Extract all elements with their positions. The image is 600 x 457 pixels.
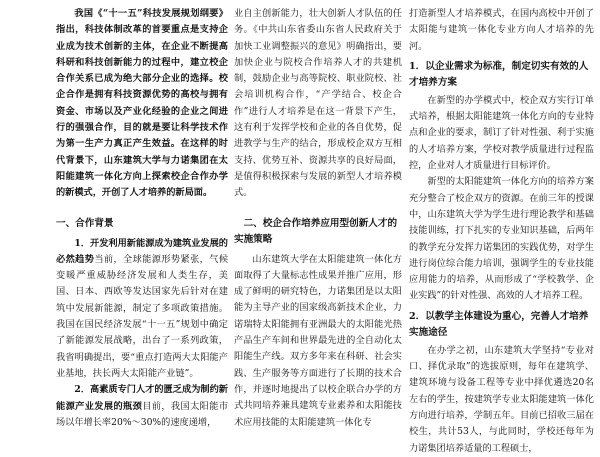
text-column-1 xyxy=(56,6,228,431)
section-heading: 二、校企合作培养应用型创新人才的实施策略 xyxy=(234,217,398,245)
body-paragraph xyxy=(56,382,228,431)
text-column-2 xyxy=(234,6,402,431)
paragraph-gap xyxy=(234,202,402,210)
paragraph-text: 目前，我国太阳能市场以年增长率20%～30%的速度递增， xyxy=(56,400,229,428)
paragraph-lead: 1．开发利用新能源成为建筑业发展的必然趋势 xyxy=(56,237,228,265)
section-heading: 一、合作背景 xyxy=(56,217,114,229)
paragraph-lead: 2．高素质专门人才的匮乏成为制约新能源产业发展的瓶颈 xyxy=(56,384,228,412)
paragraph-text: 当前，全球能源形势紧张，气候变暖严重威胁经济发展和人类生存，美国、日本、西欧等发达国家先后针对在建筑中发展新能源，制定了多项政策措施。我国在国民经济发展“十一五”规划中确定了新能源发展战略，出台了一系列政策，我省明确提出，要“重点打造两大太阳能产业基地，扶长两大太阳能产业链”。 xyxy=(56,253,229,379)
body-paragraph xyxy=(56,236,228,383)
section-subheading: 2．以教学主体建设为重心，完善人才培养实施途径 xyxy=(409,310,589,338)
body-paragraph: 在办学之初，山东建筑大学坚持“专业对口、择优录取”的选拔原则，每年在建筑学、建筑环境与设备工程等专业中择优遴选20名左右的学生，按建筑学专业太阳能建筑一体化方向进行培养，学制五年。目前已招收三届在校生，共计53人，与此同时，学校还每年为力诺集团培养适量的工程硕士， xyxy=(409,344,594,454)
section-subheading: 1．以企业需求为标准，制定切实有效的人才培养方案 xyxy=(409,60,589,88)
body-paragraph: 新型的太阳能建筑一体化方向的培养方案充分整合了校企双方的资源。在前三年的授课中，山东建筑大学为学生进行理论教学和基础技能训练，打下扎实的专业知识基础，后两年的教学充分发挥力诺集团的实践优势，对学生进行岗位综合能力培训，强调学生的专业技能应用能力的培养，从而形成了“学校教学、企业实践”的针对性强、高效的人才培养工程。 xyxy=(409,176,594,302)
continued-paragraph: 打造新型人才培养模式，在国内高校中开创了太阳能与建筑一体化专业方向人才培养的先河。 xyxy=(409,8,594,52)
abstract-paragraph: 我国《“十一五”科技发展规划纲要》指出，科技体制改革的首要重点是支持企业成为技术创新的主体，在企业不断提高科研和科技创新能力的过程中，建立校企合作关系已成为绝大部分企业的选择。校企合作是拥有科技资源优势的高校与拥有资金、市场以及产业化经验的企业之间进行的强强合作，目的就是要让科学技术作为第一生产力真正产生效益。在这样的时代背景下，山东建筑大学与力诺集团在太阳能建筑一体化方向上探索校企合作办学的新模式，开创了人才培养的新局面。 xyxy=(56,8,228,199)
continued-paragraph: 业自主创新能力，壮大创新人才队伍的任务。《中共山东省委山东省人民政府关于加快工业调整振兴的意见》明确指出，要加快企业与院校合作培养人才的共建机制，鼓励企业与高等院校、职业院校、社会培训机构合作，“产学结合、校企合作”进行人才培养是在这一背景下产生，这有利于发挥学校和企业的各自优势，促进教学与生产的结合，形成校企双方互相支持、优势互补、资源共享的良好局面，是值得积极探索与发展的新型人才培养模式。 xyxy=(234,8,402,199)
body-paragraph: 山东建筑大学在太阳能建筑一体化方面取得了大量标志性成果并推广应用，形成了鲜明的研究特色，力诺集团是以太阳能为主导产业的国家级高新技术企业，力诺瑞特太阳能拥有亚洲最大的太阳能光热产品生产车间和世界最先进的全自动化太阳能生产线。双方多年来在科研、社会实践、生产服务等方面进行了长期的技术合作，并逐时地提出了以校企联合办学的方式共同培养兼具建筑专业素养和太阳能技术应用技能的太阳能建筑一体化专 xyxy=(234,253,402,428)
body-paragraph: 在新型的办学模式中，校企双方实行订单式培养，根据太阳能建筑一体化方向的专业特点和企业的要求，制订了针对性强、利于实施的人才培养方案，学校对教学质量进行过程监控，企业对人才质量进行目标评价。 xyxy=(409,94,594,172)
text-column-3 xyxy=(409,6,594,457)
paragraph-gap xyxy=(56,202,228,210)
